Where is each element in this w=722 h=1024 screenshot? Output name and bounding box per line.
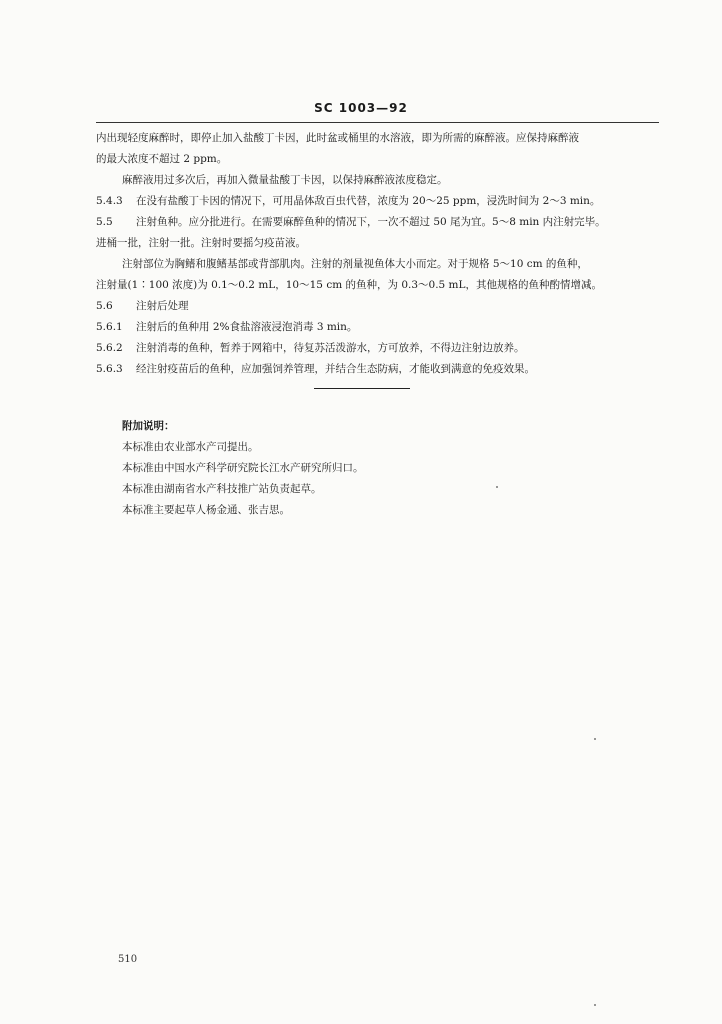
section-number: 5.4.3 <box>96 195 123 207</box>
body-line <box>96 254 660 275</box>
line-text: 麻醉液用过多次后，再加入微量盐酸丁卡因，以保持麻醉液浓度稳定。 <box>122 174 448 186</box>
line-text: 注射部位为胸鳍和腹鳍基部或背部肌肉。注射的剂量视鱼体大小而定。对于规格 5～10 cm 的鱼种， <box>122 258 588 270</box>
line-text: 的最大浓度不超过 2 ppm。 <box>96 153 228 165</box>
header-rule <box>96 122 659 123</box>
notes-item: 本标准由中国水产科学研究院长江水产研究所归口。 <box>122 462 364 474</box>
notes-item: 本标准由农业部水产司提出。 <box>122 441 259 453</box>
body-line <box>96 170 660 191</box>
body-line <box>96 128 660 149</box>
scan-speck <box>594 1004 596 1006</box>
section-5-5 <box>96 212 660 233</box>
notes-item: 本标准由湖南省水产科技推广站负责起草。 <box>122 483 322 495</box>
section-divider <box>314 388 410 389</box>
section-number: 5.6.1 <box>96 321 123 333</box>
section-number: 5.6 <box>96 300 113 312</box>
scan-speck <box>594 738 596 740</box>
line-text: 经注射疫苗后的鱼种，应加强饲养管理，并结合生态防病，才能收到满意的免疫效果。 <box>136 363 535 375</box>
page-number: 510 <box>118 954 138 965</box>
section-5-6-1 <box>96 317 660 338</box>
line-text: 注射消毒的鱼种，暂养于网箱中，待复苏活泼游水，方可放养，不得边注射边放养。 <box>136 342 525 354</box>
notes-item: 本标准主要起草人杨金通、张吉思。 <box>122 504 290 516</box>
line-text: 注射后的鱼种用 2%食盐溶液浸泡消毒 3 min。 <box>136 321 358 333</box>
line-text: 注射后处理 <box>136 300 189 312</box>
body-line <box>96 275 660 296</box>
section-number: 5.6.3 <box>96 363 123 375</box>
section-5-6-3 <box>96 359 660 380</box>
additional-notes <box>122 416 642 521</box>
body-text <box>96 128 660 380</box>
standard-code-header: SC 1003—92 <box>314 101 408 115</box>
line-text: 进桶一批，注射一批。注射时要摇匀疫苗液。 <box>96 237 306 249</box>
section-number: 5.5 <box>96 216 113 228</box>
section-5-6 <box>96 296 660 317</box>
line-text: 注射量(1∶100 浓度)为 0.1～0.2 mL，10～15 cm 的鱼种，为 0.3～0.5 mL，其他规格的鱼种酌情增减。 <box>96 279 602 291</box>
line-text: 内出现轻度麻醉时，即停止加入盐酸丁卡因，此时盆或桶里的水溶液，即为所需的麻醉液。应保持麻醉液 <box>96 132 579 144</box>
line-text: 在没有盐酸丁卡因的情况下，可用晶体敌百虫代替，浓度为 20～25 ppm，浸洗时间为 2～3 min。 <box>136 195 601 207</box>
section-5-6-2 <box>96 338 660 359</box>
scan-speck <box>496 486 498 488</box>
body-line <box>96 233 660 254</box>
section-number: 5.6.2 <box>96 342 123 354</box>
line-text: 注射鱼种。应分批进行。在需要麻醉鱼种的情况下，一次不超过 50 尾为宜。5～8 min 内注射完毕。 <box>136 216 606 228</box>
notes-title: 附加说明： <box>122 420 175 432</box>
body-line <box>96 149 660 170</box>
section-5-4-3 <box>96 191 660 212</box>
